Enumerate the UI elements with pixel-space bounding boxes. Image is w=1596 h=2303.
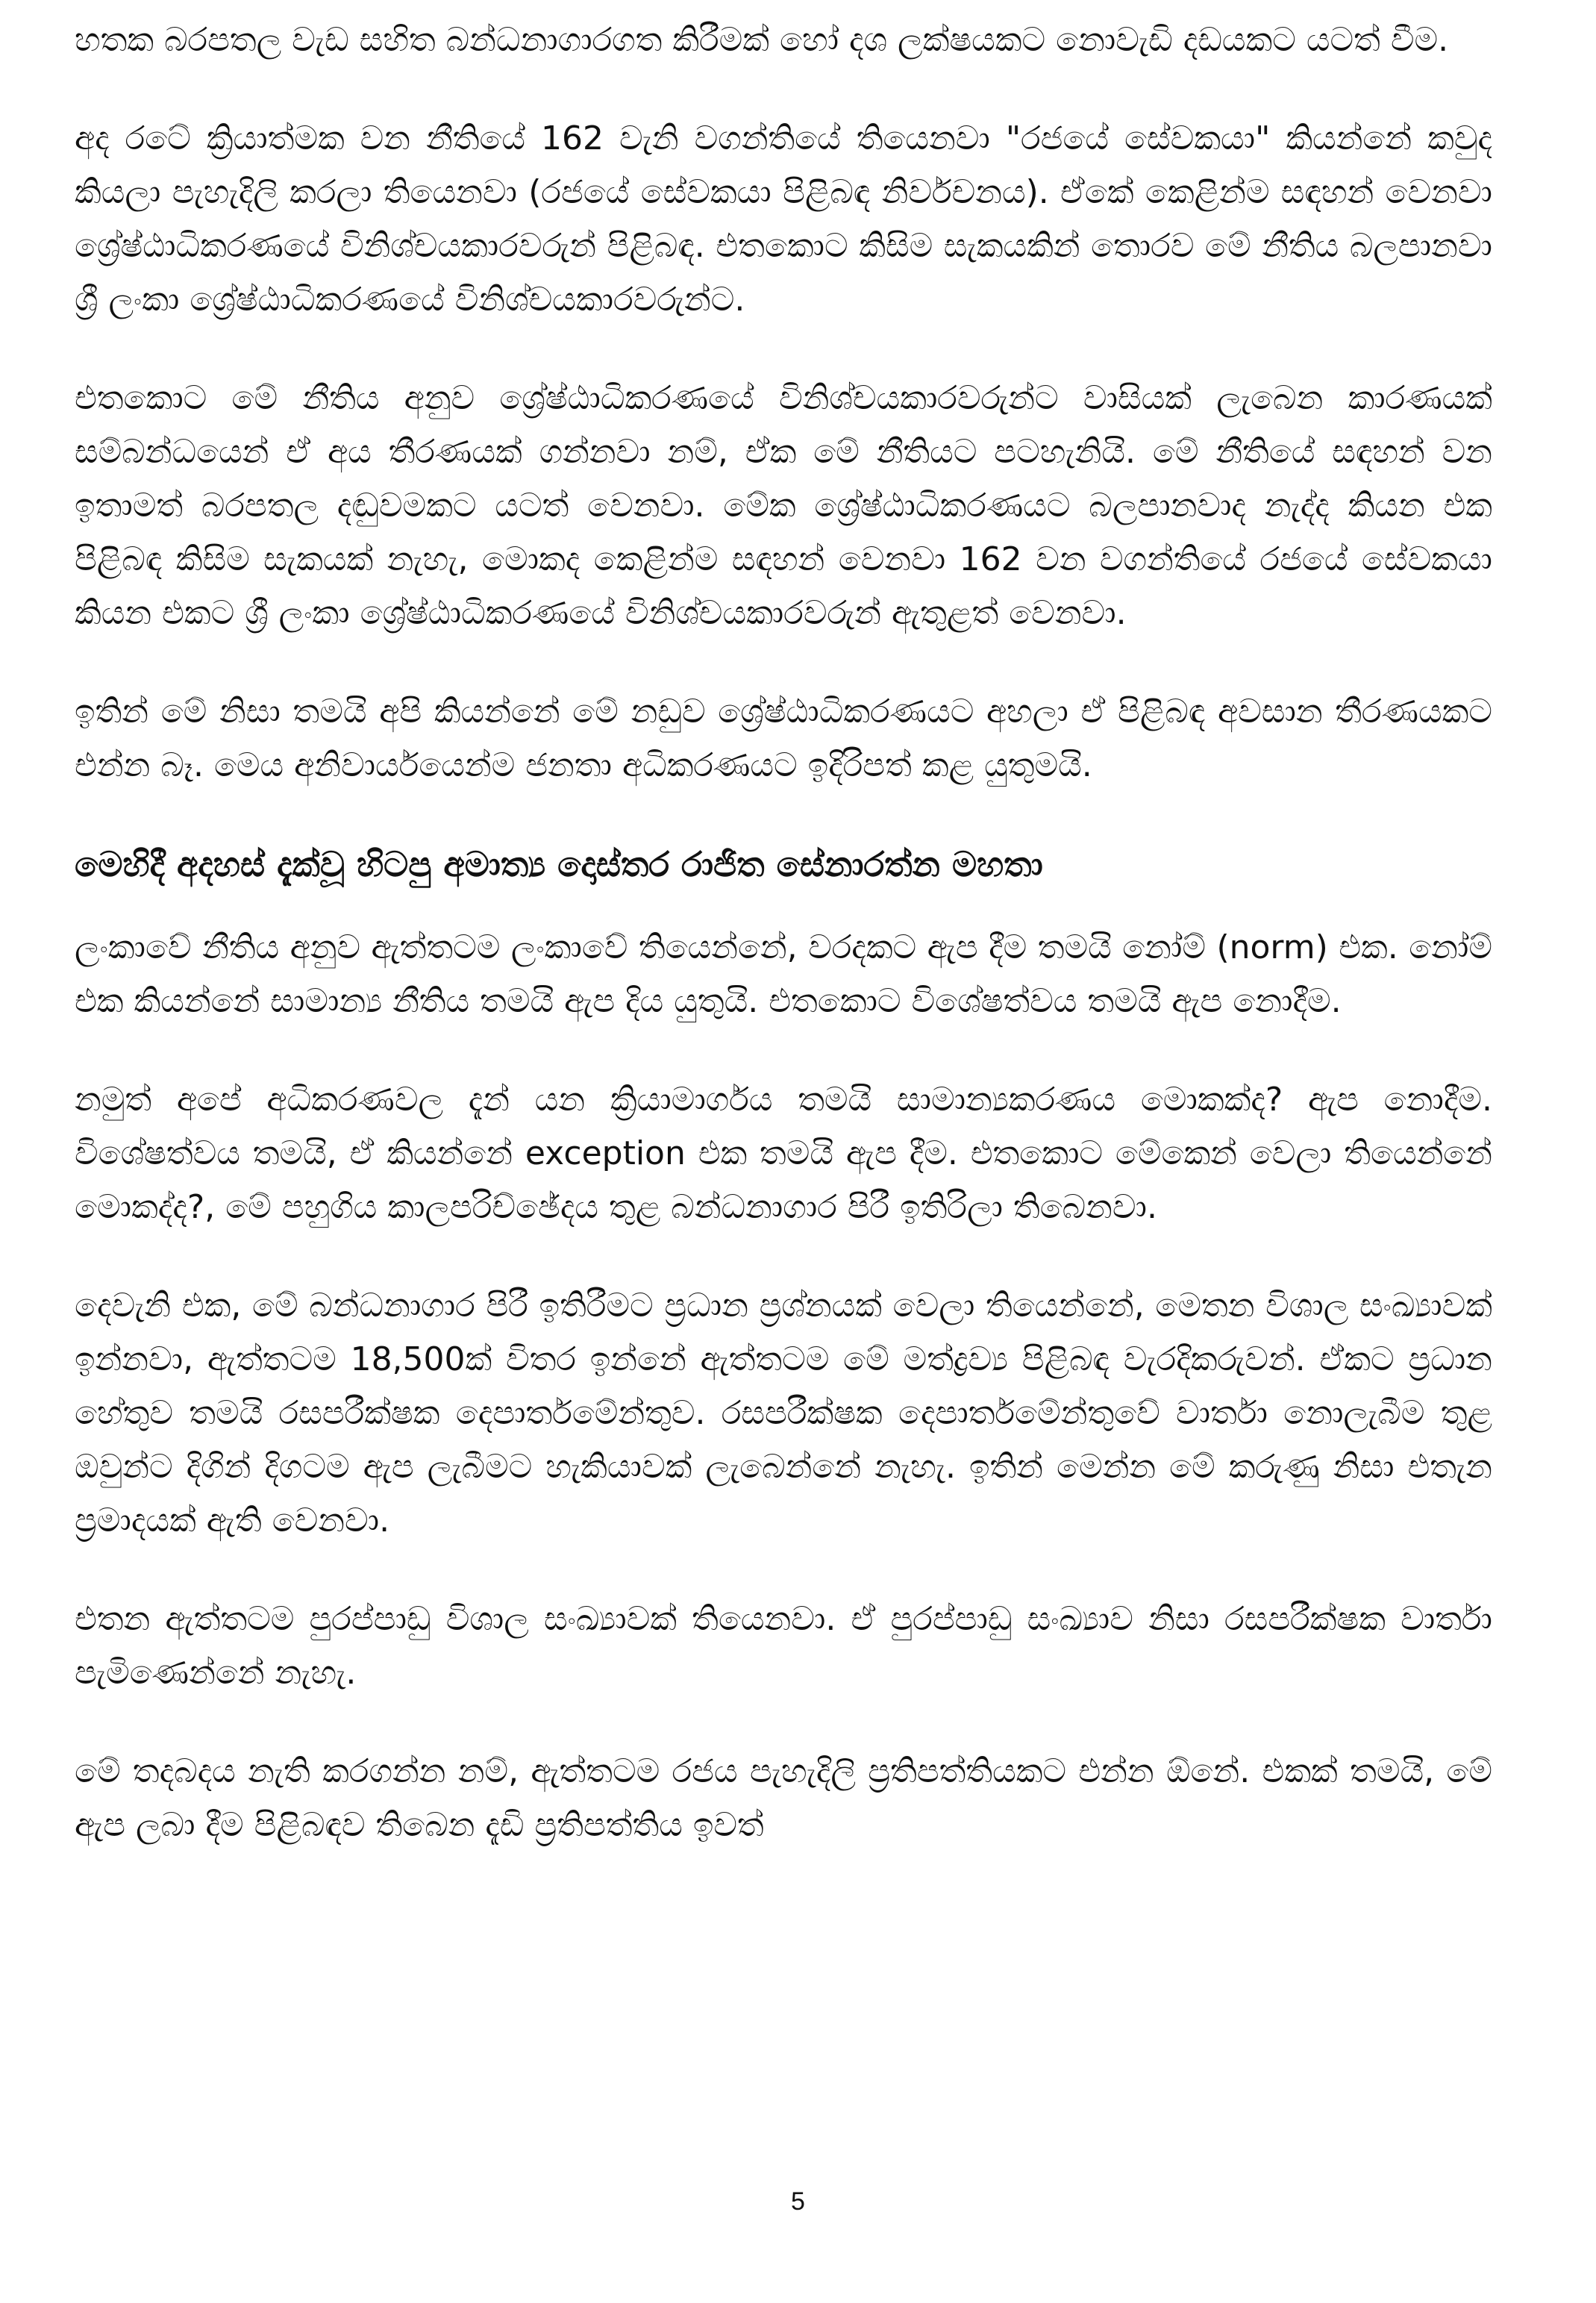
paragraph-3: එතකොට මේ නීතිය අනුව ශ්‍රේෂ්ඨාධිකරණයේ විනිශ්චයකාරවරුන්ට වාසියක් ලැබෙන කාරණයක් සම්බන්ධයෙන් ඒ අය තීරණයක් ගන්නවා නම්, ඒක මේ නීතියට පටහැනියි. මේ නීතියේ සඳහන් වන ඉතාමත් බරපතල දඬුවමකට යටත් වෙනවා. මේක ශ්‍රේෂ්ඨාධිකරණයට බලපානවාද නැද්ද කියන එක පිළිබඳ කිසිම සැකයක් නැහැ, මොකද කෙළින්ම සඳහන් වෙනවා 162 වන වගන්තියේ රජයේ සේවකයා කියන එකට ශ්‍රී ලංකා ශ්‍රේෂ්ඨාධිකරණයේ විනිශ්චයකාරවරුන් ඇතුළත් වෙනවා.: [75, 379, 1492, 632]
paragraph-5: ලංකාවේ නීතිය අනුව ඇත්තටම ලංකාවේ තියෙන්නේ, වරදකට ඇප දීම තමයි නෝම් (norm) එක. නෝම් එක කියන්නේ සාමාන්‍ය නීතිය තමයි ඇප දිය යුතුයි. එතකොට විශේෂත්වය තමයි ඇප නොදීම.: [75, 928, 1492, 1020]
paragraph-7: දෙවැනි එක, මේ බන්ධනාගාර පිරී ඉතිරීමට ප්‍රධාන ප්‍රශ්නයක් වෙලා තියෙන්නේ, මෙතන විශාල සංඛ්‍යාවක් ඉන්නවා, ඇත්තටම 18,500ක් විතර ඉන්නේ ඇත්තටම මේ මත්ද්‍රව්‍ය පිළිබඳ වැරදිකරුවන්. ඒකට ප්‍රධාන හේතුව තමයි රසපරීක්ෂක දෙපාර්තමේන්තුව. රසපරීක්ෂක දෙපාර්තමේන්තුවේ වාර්තා නොලැබීම තුළ ඔවුන්ට දිගින් දිගටම ඇප ලැබීමට හැකියාවක් ලැබෙන්නේ නැහැ. ඉතින් මෙන්න මේ කරුණු නිසා එතැන ප්‍රමාදයක් ඇති වෙනවා.: [75, 1287, 1492, 1540]
page-number: 5: [791, 2187, 805, 2216]
paragraph-8: එතන ඇත්තටම පුරප්පාඩු විශාල සංඛ්‍යාවක් තියෙනවා. ඒ පුරප්පාඩු සංඛ්‍යාව නිසා රසපරීක්ෂක වාර්තා පැමිණෙන්නේ නැහැ.: [75, 1600, 1492, 1692]
paragraph-2: අද රටේ ක්‍රියාත්මක වන නීතියේ 162 වැනි වගන්තියේ තියෙනවා "රජයේ සේවකයා" කියන්නේ කවුද කියලා පැහැදිලි කරලා තියෙනවා (රජයේ සේවකයා පිළිබඳ නිර්වචනය). ඒකේ කෙළින්ම සඳහන් වෙනවා ශ්‍රේෂ්ඨාධිකරණයේ විනිශ්චයකාරවරුන් පිළිබඳ. එතකොට කිසිම සැකයකින් තොරව මේ නීතිය බලපානවා ශ්‍රී ලංකා ශ්‍රේෂ්ඨාධිකරණයේ විනිශ්චයකාරවරුන්ට.: [75, 119, 1492, 319]
section-heading: මෙහිදී අදහස් දැක්වූ හිටපු අමාත්‍ය දොස්තර රාජිත සේනාරත්න මහතා: [75, 844, 1043, 884]
paragraph-9: මේ තදබදය නැති කරගන්න නම්, ඇත්තටම රජය පැහැදිලි ප්‍රතිපත්තියකට එන්න ඕනේ. එකක් තමයි, මේ ඇප ලබා දීම පිළිබඳව තිබෙන දැඩි ප්‍රතිපත්තිය ඉවත්: [75, 1752, 1492, 1844]
paragraph-1: හතක බරපතල වැඩ සහිත බන්ධනාගාරගත කිරීමක් හෝ දශ ලක්ෂයකට නොවැඩි දඩයකට යටත් වීම.: [75, 21, 1449, 59]
paragraph-4: ඉතින් මේ නිසා තමයි අපි කියන්නේ මේ නඩුව ශ්‍රේෂ්ඨාධිකරණයට අහලා ඒ පිළිබඳ අවසාන තීරණයකට එන්න බෑ. මෙය අනිවාර්යයෙන්ම ජනතා අධිකරණයට ඉදිරිපත් කළ යුතුමයි.: [75, 693, 1492, 784]
page-body: [75, 13, 1492, 1897]
paragraph-6: නමුත් අපේ අධිකරණවල දැන් යන ක්‍රියාමාර්ගය තමයි සාමාන්‍යකරණය මොකක්ද? ඇප නොදීම. විශේෂත්වය තමයි, ඒ කියන්නේ exception එක තමයි ඇප දීම. එතකොට මේකෙන් වෙලා තියෙන්නේ මොකද්ද?, මේ පහුගිය කාලපරිච්ඡේදය තුළ බන්ධනාගාර පිරී ඉතිරිලා තිබෙනවා.: [75, 1081, 1492, 1226]
